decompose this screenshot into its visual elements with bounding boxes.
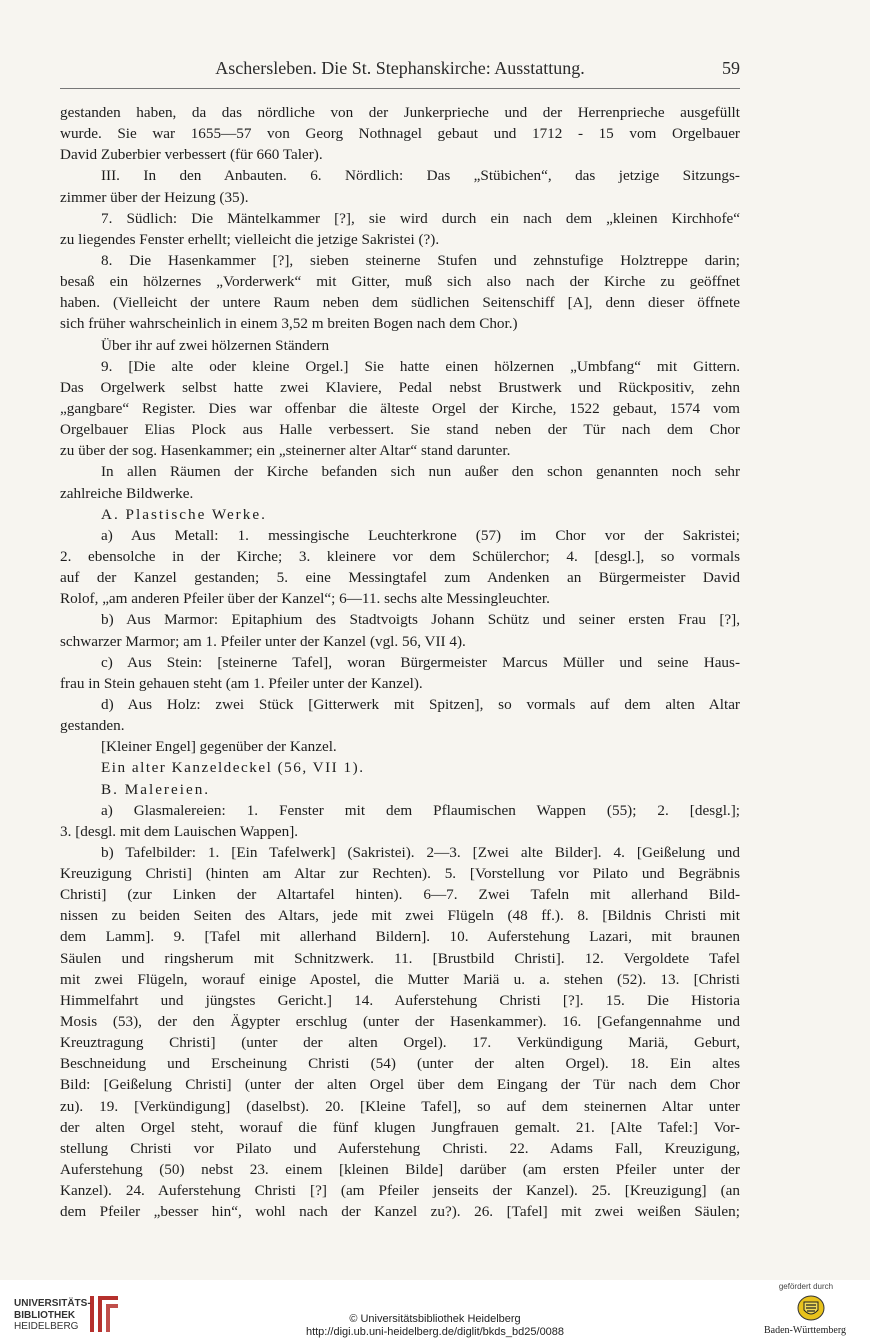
text-line: schwarzer Marmor; am 1. Pfeiler unter der Kanzel (vgl. 56, VII 4).	[60, 632, 466, 650]
text-line: Kanzel). 24. Auferstehung Christi [?] (am Pfeiler jenseits der Kanzel). 25. [Kreuzigung] (an	[60, 1182, 740, 1200]
text-line: der alten Orgel steht, worauf die fünf klugen Jungfrauen gemalt. 21. [Alte Tafel:] Vor-	[60, 1118, 740, 1136]
text-line: Mosis (53), der den Ägypter erschlug (unter der Hasenkammer). 16. [Gefangennahme und	[60, 1013, 740, 1031]
text-line: 8. Die Hasenkammer [?], sieben steinerne Stufen und zehnstufige Holztreppe darin;	[101, 251, 740, 269]
permalink-url[interactable]: http://digi.ub.uni-heidelberg.de/diglit/bkds_bd25/0088	[305, 1326, 565, 1338]
text-line: Ein alter Kanzeldeckel (56, VII 1).	[101, 759, 365, 777]
funded-by-label: gefördert durch	[778, 1282, 834, 1291]
running-header	[60, 58, 740, 82]
text-line: b) Aus Marmor: Epitaphium des Stadtvoigts Johann Schütz und seiner ersten Frau [?],	[101, 611, 740, 629]
text-line: 2. ebensolche in der Kirche; 3. kleinere vor dem Schülerchor; 4. [desgl.], so vormals	[60, 547, 740, 565]
text-line: Säulen und ringsherum mit Schnitzwerk. 11. [Brustbild Christi]. 12. Vergoldete Tafel	[60, 949, 740, 967]
text-line: c) Aus Stein: [steinerne Tafel], woran Bürgermeister Marcus Müller und seine Haus-	[101, 653, 740, 671]
text-line: zu liegendes Fenster erhellt; vielleicht die jetzige Sakristei (?).	[60, 230, 440, 248]
text-line: wurde. Sie war 1655—57 von Georg Nothnagel gebaut und 1712 - 15 vom Orgelbauer	[60, 125, 740, 143]
text-line: David Zuberbier verbessert (für 660 Taler).	[60, 146, 323, 164]
library-name-line: BIBLIOTHEK	[14, 1309, 76, 1321]
body-text	[60, 102, 740, 1222]
text-line: auf der Kanzel gestanden; 5. eine Messingtafel zum Andenken an Bürgermeister David	[60, 569, 740, 587]
funder-name: Baden-Württemberg	[763, 1325, 846, 1336]
viewer-footer	[0, 1280, 870, 1340]
text-line: Kreuzigung Christi] (hinten am Altar zur Rechten). 5. [Vorstellung vor Pilato und Begräbnis	[60, 865, 740, 883]
text-line: Kreuztragung Christi] (unter der alten Orgel). 17. Verkündigung Mariä, Geburt,	[60, 1034, 740, 1052]
text-line: zu über der sog. Hasenkammer; ein „steinerner alter Altar“ stand darunter.	[60, 442, 511, 460]
text-line: sich früher wahrscheinlich in einem 3,52 m breiten Bogen nach dem Chor.)	[60, 315, 518, 333]
library-name-line: HEIDELBERG	[14, 1321, 79, 1332]
text-line: III. In den Anbauten. 6. Nördlich: Das „Stübichen“, das jetzige Sitzungs-	[101, 167, 740, 185]
text-line: frau in Stein gehauen steht (am 1. Pfeiler unter der Kanzel).	[60, 674, 423, 692]
text-line: Himmelfahrt und jüngstes Gericht.] 14. Auferstehung Christi [?]. 15. Die Historia	[60, 991, 740, 1009]
text-line: Christi] (zur Linken der Altartafel hinten). 6—7. Zwei Tafeln mit allerhand Bild-	[60, 886, 740, 904]
section-heading: B. Malereien.	[101, 780, 211, 798]
text-line: Beschneidung und Erscheinung Christi (54) (unter der alten Orgel). 18. Ein altes	[60, 1055, 740, 1073]
text-line: [Kleiner Engel] gegenüber der Kanzel.	[101, 738, 337, 756]
text-line: d) Aus Holz: zwei Stück [Gitterwerk mit Spitzen], so vormals auf dem alten Altar	[101, 695, 740, 713]
baden-wuerttemberg-seal-icon	[796, 1294, 826, 1322]
text-line: b) Tafelbilder: 1. [Ein Tafelwerk] (Sakristei). 2—3. [Zwei alte Bilder]. 4. [Geißelung und	[101, 843, 740, 861]
text-line: mit zwei Flügeln, worauf einige Apostel, die Mutter Mariä u. a. stehen (52). 13. [Christi	[60, 970, 740, 988]
text-line: a) Glasmalereien: 1. Fenster mit dem Pflaumischen Wappen (55); 2. [desgl.];	[101, 801, 740, 819]
text-line: gestanden haben, da das nördliche von der Junkerprieche und der Herrenprieche ausgefüllt	[60, 104, 740, 121]
text-line: Über ihr auf zwei hölzernen Ständern	[101, 336, 330, 354]
text-line: Das Orgelwerk selbst hatte zwei Klaviere, Pedal nebst Brustwerk und Rückpositiv, zehn	[60, 378, 740, 396]
copyright-notice: © Universitätsbibliothek Heidelberg	[349, 1313, 521, 1325]
text-line: nissen zu beiden Seiten des Altars, jede mit zwei Flügeln (48 ff.). 8. [Bildnis Christi mit	[60, 907, 740, 925]
text-line: 7. Südlich: Die Mäntelkammer [?], sie wird durch ein nach dem „kleinen Kirchhofe“	[101, 209, 740, 227]
text-line: gestanden.	[60, 717, 125, 735]
text-line: a) Aus Metall: 1. messingische Leuchterkrone (57) im Chor vor der Sakristei;	[101, 526, 740, 544]
text-line: zimmer über der Heizung (35).	[60, 188, 249, 206]
text-line: 9. [Die alte oder kleine Orgel.] Sie hatte einen hölzernen „Umbfang“ mit Gittern.	[101, 357, 740, 375]
library-name-line: UNIVERSITÄTS-	[14, 1298, 91, 1309]
section-heading: A. Plastische Werke.	[101, 505, 267, 523]
text-line: Orgelbauer Elias Plock aus Halle verbessert. Sie stand neben der Tür nach dem Chor	[60, 421, 740, 439]
text-line: dem Pfeiler „besser hin“, wohl nach der Kanzel zu?). 26. [Tafel] mit zwei weißen Säulen;	[60, 1203, 740, 1221]
text-line: besaß ein hölzernes „Vorderwerk“ mit Gitter, muß sich also nach der Kirche zu geöffnet	[60, 273, 740, 291]
text-line: „gangbare“ Register. Dies war offenbar die älteste Orgel der Kirche, 1522 gebaut, 1574 vom	[60, 399, 740, 417]
text-line: zahlreiche Bildwerke.	[60, 484, 194, 502]
text-line: haben. (Vielleicht der untere Raum neben dem südlichen Seitenschiff [A], denn dieser öffnete	[60, 294, 740, 312]
text-line: zu). 19. [Verkündigung] (daselbst). 20. [Kleine Tafel], so auf dem steinernen Altar unter	[60, 1097, 740, 1115]
page-number: 59	[722, 58, 740, 78]
text-line: Rolof, „am anderen Pfeiler über der Kanzel“; 6—11. sechs alte Messingleuchter.	[60, 590, 550, 608]
text-line: dem Lamm]. 9. [Tafel mit allerhand Bildern]. 10. Auferstehung Lazari, mit braunen	[60, 928, 740, 946]
text-line: Bild: [Geißelung Christi] (unter der alten Orgel über dem Eingang der Tür nach dem Chor	[60, 1076, 740, 1094]
header-title: Aschersleben. Die St. Stephanskirche: Ausstattung.	[215, 58, 585, 78]
text-line: stellung Christi vor Pilato und Auferstehung Christi. 22. Adams Fall, Kreuzigung,	[60, 1139, 740, 1157]
text-line: In allen Räumen der Kirche befanden sich nun außer den schon genannten noch sehr	[101, 463, 740, 481]
header-divider	[60, 88, 740, 89]
text-line: Auferstehung (50) nebst 23. einem [kleinen Bilde] darüber (am ersten Pfeiler unter der	[60, 1161, 740, 1179]
text-line: 3. [desgl. mit dem Lauischen Wappen].	[60, 822, 299, 840]
